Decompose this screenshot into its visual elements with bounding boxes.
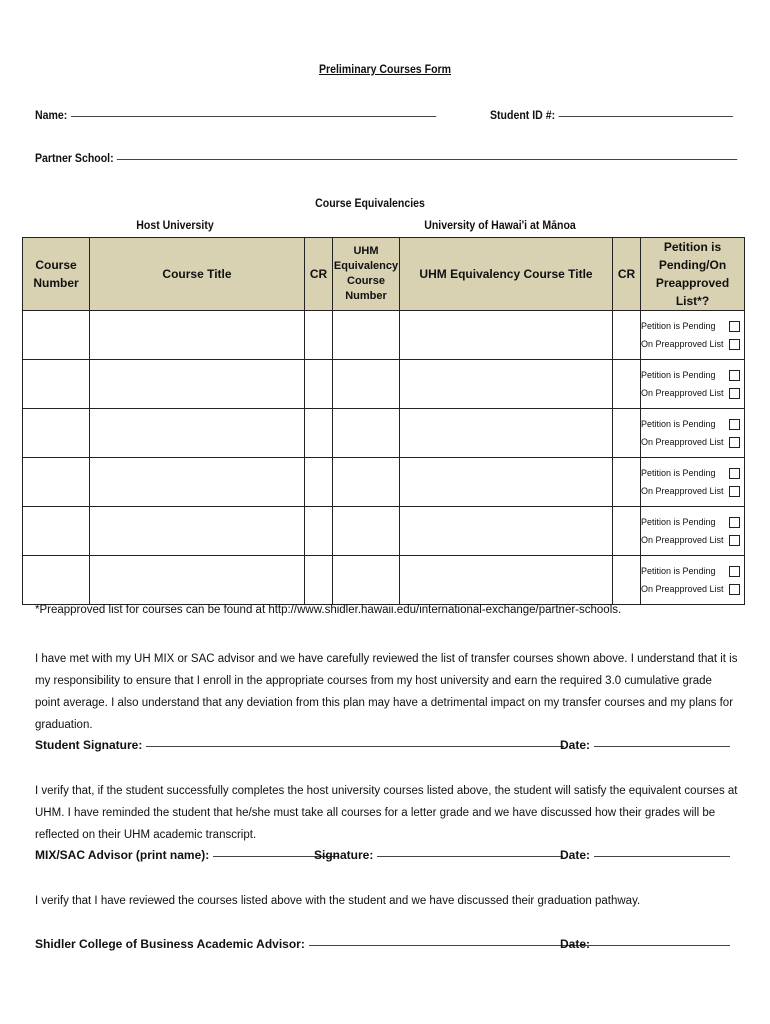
petition-cell bbox=[641, 458, 745, 507]
name-label: Name: bbox=[35, 108, 68, 122]
student-date-label: Date: bbox=[560, 738, 591, 752]
shidler-advisor-label: Shidler College of Business Academic Advisor: bbox=[35, 937, 305, 951]
header-uhm-cr: CR bbox=[613, 238, 641, 311]
preapproved-checkbox[interactable] bbox=[729, 584, 740, 595]
advisor-signature-label: Signature: bbox=[314, 848, 374, 862]
shidler-date-row bbox=[560, 937, 730, 951]
option-pending-label: Petition is Pending bbox=[641, 370, 716, 380]
option-preapproved bbox=[641, 531, 744, 549]
shidler-date-field[interactable] bbox=[594, 945, 730, 946]
petition-cell bbox=[641, 507, 745, 556]
uhm-title-cell[interactable] bbox=[400, 507, 613, 556]
shidler-date-label: Date: bbox=[560, 937, 591, 951]
uhm-number-cell[interactable] bbox=[333, 556, 400, 605]
uhm-label: University of Hawai'i at Mānoa bbox=[424, 218, 576, 232]
student-signature-field[interactable] bbox=[146, 746, 564, 747]
pending-checkbox[interactable] bbox=[729, 321, 740, 332]
option-pending-label: Petition is Pending bbox=[641, 517, 716, 527]
pending-checkbox[interactable] bbox=[729, 517, 740, 528]
petition-cell bbox=[641, 409, 745, 458]
preapproved-checkbox[interactable] bbox=[729, 486, 740, 497]
uhm-cr-cell[interactable] bbox=[613, 409, 641, 458]
uhm-cr-cell[interactable] bbox=[613, 556, 641, 605]
uhm-number-cell[interactable] bbox=[333, 311, 400, 360]
option-pending bbox=[641, 513, 744, 531]
petition-cell bbox=[641, 311, 745, 360]
header-course-number: Course Number bbox=[23, 238, 90, 311]
petition-cell bbox=[641, 556, 745, 605]
student-id-field[interactable] bbox=[559, 116, 733, 117]
course-title-cell[interactable] bbox=[90, 458, 305, 507]
shidler-advisor-field[interactable] bbox=[309, 945, 597, 946]
course-title-cell[interactable] bbox=[90, 507, 305, 556]
advisor-name-row bbox=[35, 848, 339, 862]
section-heading: Course Equivalencies bbox=[315, 196, 425, 210]
header-course-title: Course Title bbox=[90, 238, 305, 311]
course-number-cell[interactable] bbox=[23, 311, 90, 360]
student-signature-row bbox=[35, 738, 564, 752]
advisor-name-label: MIX/SAC Advisor (print name): bbox=[35, 848, 210, 862]
cr-cell[interactable] bbox=[305, 409, 333, 458]
student-statement: I have met with my UH MIX or SAC advisor and we have carefully reviewed the list of transfer courses shown above. I understand that it is my responsibility to ensure that I enroll in the appropriate courses from my host university and earn the required 3.0 cumulative grade point average. I also understand that any deviation from this plan may have a detrimental impact on my transfer courses and my plans for graduation. bbox=[35, 653, 738, 731]
option-pending bbox=[641, 317, 744, 335]
uhm-number-cell[interactable] bbox=[333, 360, 400, 409]
option-pending bbox=[641, 366, 744, 384]
cr-cell[interactable] bbox=[305, 556, 333, 605]
course-title-cell[interactable] bbox=[90, 409, 305, 458]
name-field[interactable] bbox=[71, 116, 436, 117]
option-pending bbox=[641, 562, 744, 580]
option-preapproved bbox=[641, 335, 744, 353]
header-cr: CR bbox=[305, 238, 333, 311]
course-number-cell[interactable] bbox=[23, 507, 90, 556]
option-pending-label: Petition is Pending bbox=[641, 419, 716, 429]
advisor-date-label: Date: bbox=[560, 848, 591, 862]
uhm-title-cell[interactable] bbox=[400, 409, 613, 458]
table-row bbox=[23, 507, 745, 556]
preapproved-checkbox[interactable] bbox=[729, 388, 740, 399]
student-date-field[interactable] bbox=[594, 746, 730, 747]
student-date-row bbox=[560, 738, 730, 752]
course-equivalency-table bbox=[22, 237, 745, 605]
student-id-label: Student ID #: bbox=[490, 108, 556, 122]
uhm-title-cell[interactable] bbox=[400, 458, 613, 507]
course-title-cell[interactable] bbox=[90, 311, 305, 360]
option-preapproved bbox=[641, 384, 744, 402]
course-number-cell[interactable] bbox=[23, 360, 90, 409]
course-number-cell[interactable] bbox=[23, 458, 90, 507]
table-row bbox=[23, 458, 745, 507]
partner-school-label: Partner School: bbox=[35, 151, 114, 165]
course-title-cell[interactable] bbox=[90, 360, 305, 409]
course-number-cell[interactable] bbox=[23, 409, 90, 458]
uhm-number-cell[interactable] bbox=[333, 507, 400, 556]
option-preapproved bbox=[641, 482, 744, 500]
uhm-title-cell[interactable] bbox=[400, 311, 613, 360]
shidler-statement: I verify that I have reviewed the courses listed above with the student and we have discussed their graduation pathway. bbox=[35, 895, 641, 907]
petition-cell bbox=[641, 360, 745, 409]
option-pending-label: Petition is Pending bbox=[641, 566, 716, 576]
option-preapproved-label: On Preapproved List bbox=[641, 486, 724, 496]
pending-checkbox[interactable] bbox=[729, 566, 740, 577]
page-title: Preliminary Courses Form bbox=[318, 62, 452, 76]
pending-checkbox[interactable] bbox=[729, 468, 740, 479]
advisor-statement: I verify that, if the student successfully completes the host university courses listed above, the student will satisfy the equivalent courses at UHM. I have reminded the student that he/she must take all courses for a letter grade and we have discussed how their grades will be reflected on their UHM academic transcript. bbox=[35, 785, 738, 841]
option-preapproved-label: On Preapproved List bbox=[641, 437, 724, 447]
header-uhm-number: UHM Equivalency Course Number bbox=[333, 238, 400, 311]
option-preapproved-label: On Preapproved List bbox=[641, 584, 724, 594]
preapproved-checkbox[interactable] bbox=[729, 339, 740, 350]
uhm-title-cell[interactable] bbox=[400, 556, 613, 605]
preapproved-checkbox[interactable] bbox=[729, 535, 740, 546]
partner-school-field[interactable] bbox=[117, 159, 737, 160]
uhm-title-cell[interactable] bbox=[400, 360, 613, 409]
table-row bbox=[23, 409, 745, 458]
host-university-label: Host University bbox=[136, 218, 214, 232]
advisor-signature-row bbox=[314, 848, 563, 862]
pending-checkbox[interactable] bbox=[729, 419, 740, 430]
name-row bbox=[35, 108, 436, 122]
preapproved-note: *Preapproved list for courses can be found at http://www.shidler.hawaii.edu/international-exchange/partner-schools. bbox=[35, 604, 622, 616]
student-id-row bbox=[490, 108, 733, 122]
shidler-advisor-row bbox=[35, 937, 597, 951]
option-pending bbox=[641, 415, 744, 433]
pending-checkbox[interactable] bbox=[729, 370, 740, 381]
option-pending bbox=[641, 464, 744, 482]
table-row bbox=[23, 311, 745, 360]
advisor-signature-field[interactable] bbox=[377, 856, 563, 857]
course-title-cell[interactable] bbox=[90, 556, 305, 605]
header-uhm-title: UHM Equivalency Course Title bbox=[400, 238, 613, 311]
partner-school-row bbox=[35, 151, 738, 165]
course-number-cell[interactable] bbox=[23, 556, 90, 605]
cr-cell[interactable] bbox=[305, 360, 333, 409]
uhm-number-cell[interactable] bbox=[333, 409, 400, 458]
uhm-cr-cell[interactable] bbox=[613, 360, 641, 409]
option-pending-label: Petition is Pending bbox=[641, 321, 716, 331]
option-preapproved-label: On Preapproved List bbox=[641, 388, 724, 398]
table-header-row bbox=[23, 238, 745, 311]
uhm-cr-cell[interactable] bbox=[613, 458, 641, 507]
table-row bbox=[23, 360, 745, 409]
option-preapproved bbox=[641, 580, 744, 598]
option-preapproved-label: On Preapproved List bbox=[641, 339, 724, 349]
uhm-cr-cell[interactable] bbox=[613, 507, 641, 556]
uhm-number-cell[interactable] bbox=[333, 458, 400, 507]
option-preapproved-label: On Preapproved List bbox=[641, 535, 724, 545]
student-signature-label: Student Signature: bbox=[35, 738, 143, 752]
table-row bbox=[23, 556, 745, 605]
cr-cell[interactable] bbox=[305, 507, 333, 556]
cr-cell[interactable] bbox=[305, 458, 333, 507]
header-petition: Petition is Pending/On Preapproved List*? bbox=[641, 238, 745, 311]
preapproved-checkbox[interactable] bbox=[729, 437, 740, 448]
option-preapproved bbox=[641, 433, 744, 451]
advisor-date-row bbox=[560, 848, 730, 862]
cr-cell[interactable] bbox=[305, 311, 333, 360]
advisor-date-field[interactable] bbox=[594, 856, 730, 857]
uhm-cr-cell[interactable] bbox=[613, 311, 641, 360]
option-pending-label: Petition is Pending bbox=[641, 468, 716, 478]
